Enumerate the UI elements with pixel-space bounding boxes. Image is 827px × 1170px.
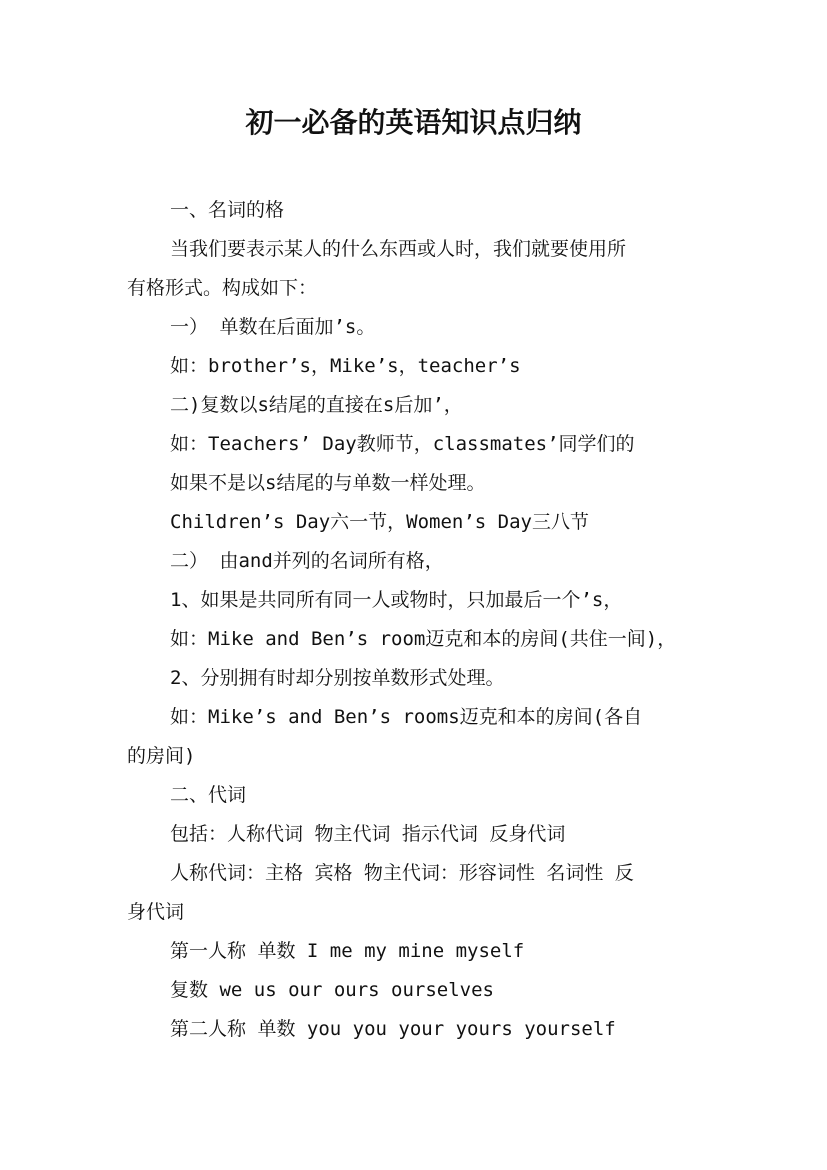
text-line: 2、分别拥有时却分别按单数形式处理。 (170, 667, 505, 689)
text-line: 如：Mike’s and Ben’s rooms迈克和本的房间(各自 (170, 706, 643, 728)
text-line: 如：Mike and Ben’s room迈克和本的房间(共住一间)， (170, 628, 677, 650)
text-line: 一） 单数在后面加’s。 (170, 316, 376, 338)
text-line: 当我们要表示某人的什么东西或人时，我们就要使用所 (170, 238, 627, 260)
text-line: 二） 由and并列的名词所有格， (170, 550, 444, 572)
text-line: 二、代词 (170, 784, 247, 806)
text-line: 的房间) (127, 745, 196, 767)
text-line: 一、名词的格 (170, 199, 285, 221)
text-line: 复数 we us our ours ourselves (170, 979, 494, 1001)
text-line: 第一人称 单数 I me my mine myself (170, 940, 525, 962)
text-line: 包括：人称代词 物主代词 指示代词 反身代词 (170, 823, 566, 845)
text-line: 如：Teachers’ Day教师节，classmates’同学们的 (170, 433, 635, 455)
document-title: 初一必备的英语知识点归纳 (245, 106, 582, 139)
text-line: 人称代词：主格 宾格 物主代词：形容词性 名词性 反 (170, 862, 634, 884)
text-line: 有格形式。构成如下： (127, 277, 318, 299)
text-line: 二)复数以s结尾的直接在s后加’， (170, 394, 463, 416)
text-line: 如：brother’s，Mike’s，teacher’s (170, 355, 521, 377)
text-line: 身代词 (127, 901, 185, 923)
text-line: Children’s Day六一节，Women’s Day三八节 (170, 511, 589, 533)
text-line: 第二人称 单数 you you your yours yourself (170, 1018, 616, 1040)
text-line: 1、如果是共同所有同一人或物时，只加最后一个’s， (170, 589, 623, 611)
text-line: 如果不是以s结尾的与单数一样处理。 (170, 472, 486, 494)
